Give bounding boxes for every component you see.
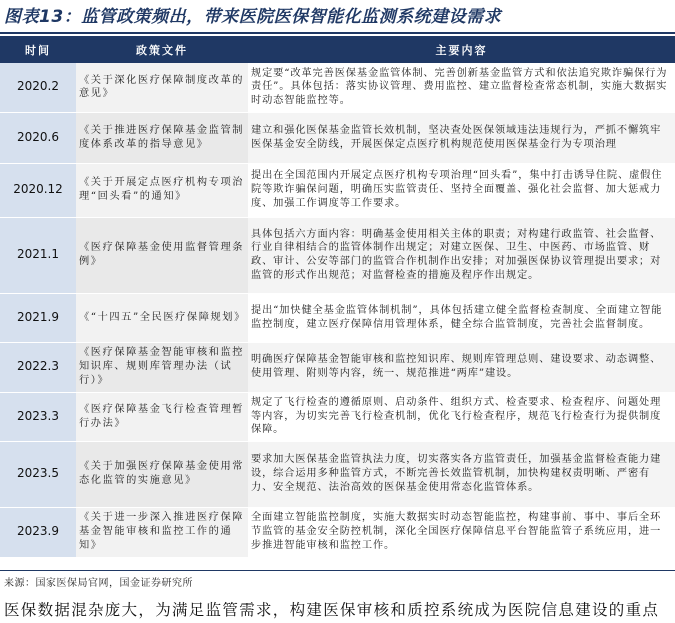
table-row <box>0 507 675 557</box>
row-doc: 《医疗保障基金智能审核和监控知识库、规则库管理办法（试行）》 <box>76 342 248 392</box>
table-row <box>0 217 675 293</box>
table-row <box>0 112 675 163</box>
row-doc: 《“十四五”全民医疗保障规划》 <box>76 293 248 342</box>
row-doc: 《关于进一步深入推进医疗保障基金智能审核和监控工作的通知》 <box>76 507 248 557</box>
table-row <box>0 163 675 217</box>
row-date: 2021.1 <box>0 217 76 293</box>
row-content: 规定了飞行检查的遵循原则、启动条件、组织方式、检查要求、检查程序、问题处理等内容，为切实完善飞行检查机制，优化飞行检查程序，规范飞行检查行为提供制度保障。 <box>248 392 675 441</box>
figure-title: 图表13：监管政策频出，带来医院医保智能化监测系统建设需求 <box>4 7 502 27</box>
table-header-row <box>0 36 675 63</box>
row-date: 2023.5 <box>0 441 76 507</box>
title-divider <box>0 32 675 34</box>
source-divider <box>0 570 675 571</box>
row-doc: 《关于推进医疗保障基金监管制度体系改革的指导意见》 <box>76 112 248 163</box>
row-content: 规定要“改革完善医保基金监管体制、完善创新基金监管方式和依法追究欺诈骗保行为责任”。具体包括：落实协议管理、费用监控、建立监督检查常态机制，实施大数据实时动态智能监控等。 <box>248 63 675 112</box>
row-content: 要求加大医保基金监管执法力度，切实落实各方监管责任，加强基金监督检查能力建设，综合运用多种监管方式，不断完善长效监管机制，加快构建权责明晰、严密有力、安全规范、法治高效的医保基金使用常态化监管体系。 <box>248 441 675 507</box>
row-content: 建立和强化医保基金监管长效机制，坚决查处医保领域违法违规行为，严抓不懈筑牢医保基金安全防线，开展医保定点医疗机构规范使用医保基金行为专项治理 <box>248 112 675 163</box>
row-content: 具体包括六方面内容：明确基金使用相关主体的职责；对构建行政监管、社会监督、行业自律相结合的监管体制作出规定；对建立医保、卫生、中医药、市场监管、财政、审计、公安等部门的监管合作机制作出安排；对加强医保协议管理提出要求；对监管的形式作出规范；对监督检查的措施及程序作出规定。 <box>248 217 675 293</box>
row-content: 提出“加快健全基金监管体制机制”，具体包括建立健全监督检查制度、全面建立智能监控制度，建立医疗保障信用管理体系，健全综合监管制度，完善社会监督制度。 <box>248 293 675 342</box>
table-row <box>0 441 675 507</box>
row-date: 2022.3 <box>0 342 76 392</box>
row-date: 2020.6 <box>0 112 76 163</box>
row-content: 全面建立智能监控制度，实施大数据实时动态智能监控，构建事前、事中、事后全环节监管的基金安全防控机制，深化全国医疗保障信息平台智能监管子系统应用，进一步推进智能审核和监控工作。 <box>248 507 675 557</box>
row-doc: 《医疗保障基金飞行检查管理暂行办法》 <box>76 392 248 441</box>
row-date: 2020.12 <box>0 163 76 217</box>
header-content: 主要内容 <box>248 36 675 63</box>
row-content: 提出在全国范围内开展定点医疗机构专项治理“回头看”，集中打击诱导住院、虚假住院等欺诈骗保问题，明确压实监管责任、坚持全面覆盖、强化社会监督、加大惩戒力度、加强工作调度等工作要求。 <box>248 163 675 217</box>
row-doc: 《医疗保障基金使用监督管理条例》 <box>76 217 248 293</box>
row-date: 2020.2 <box>0 63 76 112</box>
row-date: 2023.3 <box>0 392 76 441</box>
table-row <box>0 293 675 342</box>
table-row <box>0 392 675 441</box>
row-doc: 《关于加强医疗保障基金使用常态化监管的实施意见》 <box>76 441 248 507</box>
row-content: 明确医疗保障基金智能审核和监控知识库、规则库管理总则、建设要求、动态调整、使用管理、附则等内容，统一、规范推进“两库”建设。 <box>248 342 675 392</box>
body-paragraph: 医保数据混杂庞大，为满足监管需求，构建医保审核和质控系统成为医院信息建设的重点 <box>4 601 660 619</box>
header-time: 时间 <box>0 36 76 63</box>
row-date: 2023.9 <box>0 507 76 557</box>
table-row <box>0 63 675 112</box>
source-note: 来源：国家医保局官网，国金证券研究所 <box>4 578 193 589</box>
row-doc: 《关于深化医疗保障制度改革的意见》 <box>76 63 248 112</box>
table-row <box>0 342 675 392</box>
policy-table <box>0 36 675 558</box>
row-date: 2021.9 <box>0 293 76 342</box>
row-doc: 《关于开展定点医疗机构专项治理“回头看”的通知》 <box>76 163 248 217</box>
header-doc: 政策文件 <box>76 36 248 63</box>
